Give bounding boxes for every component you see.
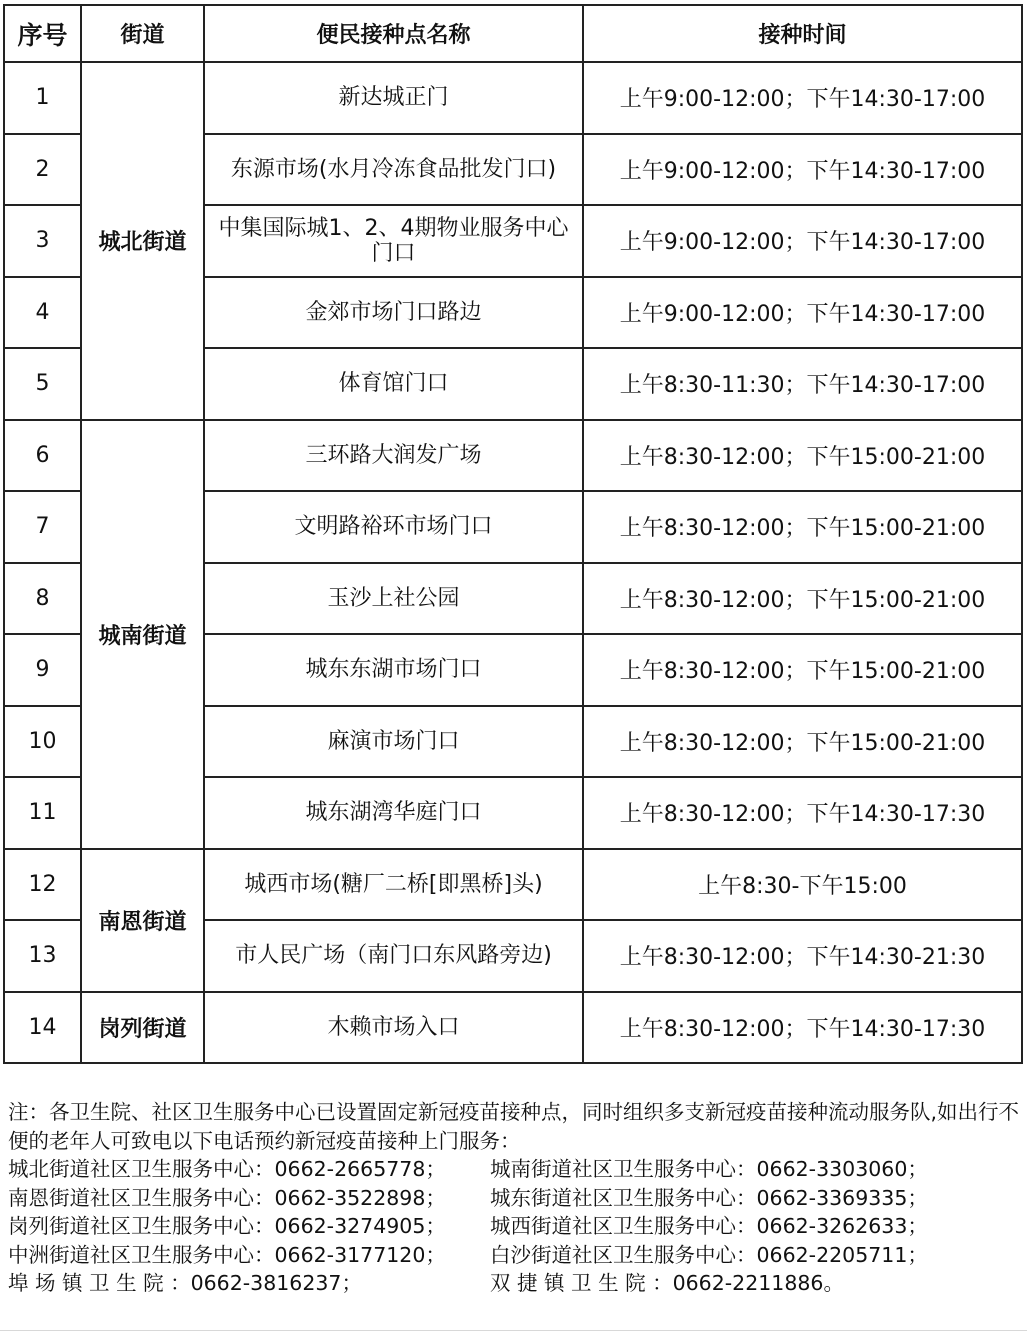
site-name: 新达城正门 [204,62,583,134]
site-name: 三环路大润发广场 [204,420,583,492]
contact-entry: 白沙街道社区卫生服务中心：0662-2205711； [490,1242,928,1267]
service-time: 上午8:30-12:00；下午15:00-21:00 [583,706,1022,778]
row-index: 7 [4,491,81,563]
service-time: 上午9:00-12:00；下午14:30-17:00 [583,134,1022,206]
contact-entry: 埠 场 镇 卫 生 院 ：0662-3816237； [8,1271,362,1295]
service-time: 上午9:00-12:00；下午14:30-17:00 [583,205,1022,277]
site-name: 体育馆门口 [204,348,583,420]
site-name: 城东东湖市场门口 [204,634,583,706]
service-time: 上午8:30-12:00；下午14:30-21:30 [583,920,1022,992]
contact-entry: 城西街道社区卫生服务中心：0662-3262633； [490,1214,928,1238]
site-name: 东源市场(水月冷冻食品批发门口) [204,134,583,206]
header-time: 接种时间 [583,5,1022,62]
row-index: 10 [4,706,81,778]
service-time: 上午8:30-12:00；下午14:30-17:30 [583,777,1022,849]
service-time: 上午8:30-12:00；下午15:00-21:00 [583,634,1022,706]
contact-row [8,1241,1020,1270]
service-time: 上午8:30-12:00；下午15:00-21:00 [583,563,1022,635]
district-cell: 城北街道 [81,62,204,420]
row-index: 13 [4,920,81,992]
row-index: 12 [4,849,81,921]
row-index: 4 [4,277,81,349]
header-index: 序号 [4,5,81,62]
notes-intro: 注：各卫生院、社区卫生服务中心已设置固定新冠疫苗接种点，同时组织多支新冠疫苗接种流动服务队,如出行不便的老年人可致电以下电话预约新冠疫苗接种上门服务： [8,1100,1020,1153]
bottom-divider [0,1330,1027,1331]
contact-entry: 中洲街道社区卫生服务中心：0662-3177120； [8,1242,446,1267]
row-index: 9 [4,634,81,706]
contact-entry: 岗列街道社区卫生服务中心：0662-3274905； [8,1214,446,1238]
contact-entry: 南恩街道社区卫生服务中心：0662-3522898； [8,1185,446,1210]
contact-entry: 城南街道社区卫生服务中心：0662-3303060； [490,1157,928,1181]
site-name: 市人民广场（南门口东风路旁边) [204,920,583,992]
service-time: 上午8:30-12:00；下午15:00-21:00 [583,420,1022,492]
table-header-row [4,5,1022,62]
contact-row [8,1155,1020,1184]
row-index: 11 [4,777,81,849]
district-cell: 南恩街道 [81,849,204,992]
row-index: 8 [4,563,81,635]
contact-entry: 城东街道社区卫生服务中心：0662-3369335； [490,1185,928,1210]
header-district: 街道 [81,5,204,62]
site-name: 金郊市场门口路边 [204,277,583,349]
contact-entry: 城北街道社区卫生服务中心：0662-2665778； [8,1157,446,1181]
service-time: 上午8:30-11:30；下午14:30-17:00 [583,348,1022,420]
notes-section [8,1098,1020,1298]
table-row [4,992,1022,1064]
service-time: 上午9:00-12:00；下午14:30-17:00 [583,62,1022,134]
site-name: 木赖市场入口 [204,992,583,1064]
contact-row [8,1269,1020,1298]
table-row [4,62,1022,134]
district-cell: 城南街道 [81,420,204,849]
contact-entry: 双 捷 镇 卫 生 院 ：0662-2211886。 [490,1271,844,1295]
table-row [4,849,1022,921]
vaccination-sites-table [3,4,1023,1064]
service-time: 上午9:00-12:00；下午14:30-17:00 [583,277,1022,349]
site-name: 麻演市场门口 [204,706,583,778]
district-cell: 岗列街道 [81,992,204,1064]
row-index: 2 [4,134,81,206]
site-name: 文明路裕环市场门口 [204,491,583,563]
site-name: 城西市场(糖厂二桥[即黑桥]头) [204,849,583,921]
contact-row [8,1212,1020,1241]
contact-row [8,1184,1020,1213]
service-time: 上午8:30-12:00；下午14:30-17:30 [583,992,1022,1064]
table-row [4,420,1022,492]
row-index: 3 [4,205,81,277]
site-name: 中集国际城1、2、4期物业服务中心门口 [204,205,583,277]
row-index: 6 [4,420,81,492]
site-name: 玉沙上社公园 [204,563,583,635]
service-time: 上午8:30-12:00；下午15:00-21:00 [583,491,1022,563]
row-index: 14 [4,992,81,1064]
row-index: 5 [4,348,81,420]
header-site: 便民接种点名称 [204,5,583,62]
service-time: 上午8:30-下午15:00 [583,849,1022,921]
site-name: 城东湖湾华庭门口 [204,777,583,849]
row-index: 1 [4,62,81,134]
